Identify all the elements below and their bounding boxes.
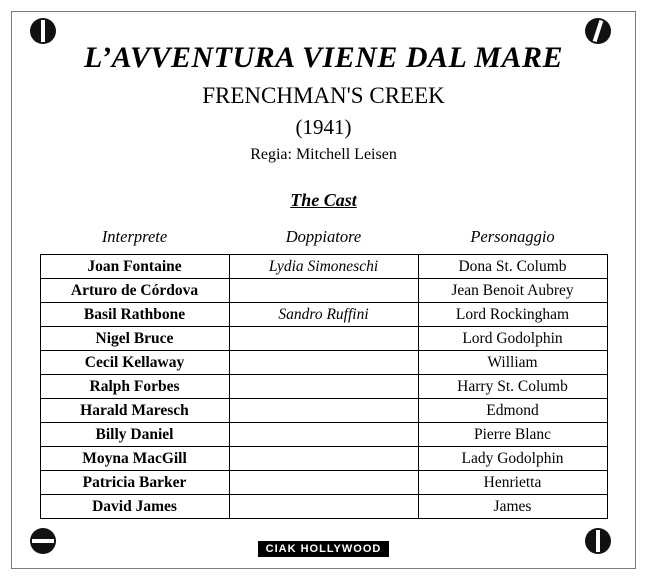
cell-interprete: Billy Daniel: [40, 423, 229, 447]
cell-personaggio: Edmond: [418, 399, 607, 423]
table-row: [40, 375, 607, 399]
film-year: (1941): [295, 115, 352, 139]
cell-interprete: Moyna MacGill: [40, 447, 229, 471]
film-title-translated: L’AVVENTURA VIENE DAL MARE: [84, 41, 563, 74]
table-row: [40, 303, 607, 327]
cell-interprete: Arturo de Córdova: [40, 279, 229, 303]
cell-doppiatore: [229, 495, 418, 519]
cell-doppiatore: [229, 423, 418, 447]
cell-doppiatore: Lydia Simoneschi: [229, 255, 418, 279]
table-row: [40, 495, 607, 519]
cell-interprete: Basil Rathbone: [40, 303, 229, 327]
cell-doppiatore: [229, 327, 418, 351]
cell-personaggio: Pierre Blanc: [418, 423, 607, 447]
cell-personaggio: Henrietta: [418, 471, 607, 495]
column-header-personaggio: Personaggio: [470, 227, 555, 246]
cast-section-heading: The Cast: [290, 190, 357, 210]
column-header-doppiatore: Doppiatore: [285, 227, 362, 246]
cell-interprete: Ralph Forbes: [40, 375, 229, 399]
cast-table-header-row: [40, 225, 607, 255]
cast-table-body: [40, 255, 607, 519]
cell-doppiatore: Sandro Ruffini: [229, 303, 418, 327]
cell-doppiatore: [229, 351, 418, 375]
table-row: [40, 351, 607, 375]
cell-interprete: Joan Fontaine: [40, 255, 229, 279]
footer: [11, 539, 636, 557]
cast-table: [40, 225, 608, 519]
table-row: [40, 423, 607, 447]
document-content: [11, 11, 636, 569]
table-row: [40, 447, 607, 471]
cell-personaggio: Harry St. Columb: [418, 375, 607, 399]
table-row: [40, 399, 607, 423]
cell-personaggio: Lord Rockingham: [418, 303, 607, 327]
cell-doppiatore: [229, 279, 418, 303]
cell-interprete: Patricia Barker: [40, 471, 229, 495]
cell-personaggio: William: [418, 351, 607, 375]
cell-interprete: David James: [40, 495, 229, 519]
cell-personaggio: Lord Godolphin: [418, 327, 607, 351]
film-title-original: FRENCHMAN'S CREEK: [202, 83, 445, 108]
table-row: [40, 255, 607, 279]
cell-personaggio: Dona St. Columb: [418, 255, 607, 279]
column-header-interprete: Interprete: [101, 227, 168, 246]
table-row: [40, 327, 607, 351]
cell-interprete: Harald Maresch: [40, 399, 229, 423]
ciak-hollywood-logo: CIAK HOLLYWOOD: [258, 541, 390, 557]
cell-doppiatore: [229, 399, 418, 423]
film-director: Regia: Mitchell Leisen: [250, 146, 397, 163]
cell-interprete: Nigel Bruce: [40, 327, 229, 351]
cell-personaggio: Jean Benoit Aubrey: [418, 279, 607, 303]
cell-personaggio: Lady Godolphin: [418, 447, 607, 471]
cell-personaggio: James: [418, 495, 607, 519]
cell-doppiatore: [229, 375, 418, 399]
cell-doppiatore: [229, 447, 418, 471]
table-row: [40, 471, 607, 495]
cell-doppiatore: [229, 471, 418, 495]
cell-interprete: Cecil Kellaway: [40, 351, 229, 375]
table-row: [40, 279, 607, 303]
